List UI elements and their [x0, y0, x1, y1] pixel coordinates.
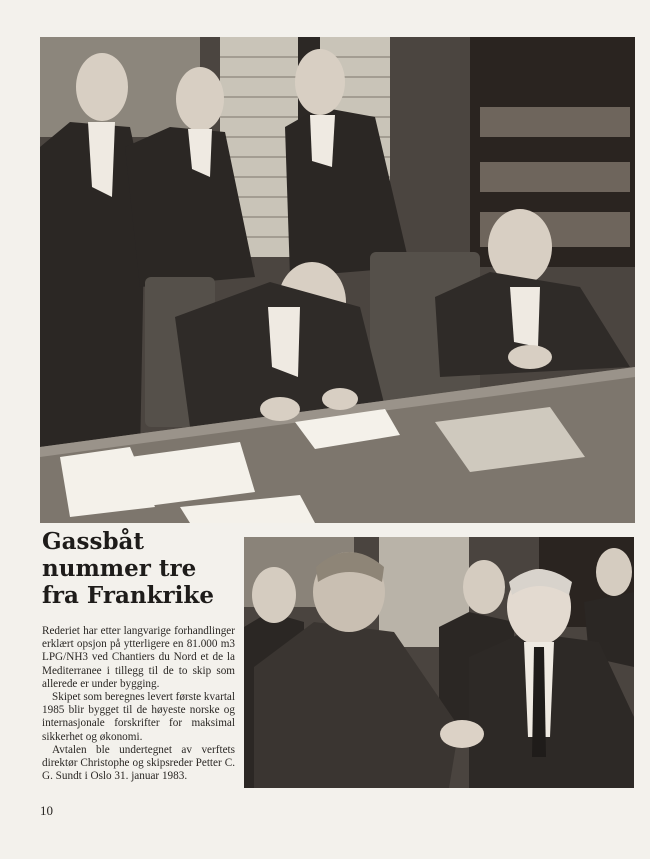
headline-line-1: Gassbåt — [42, 528, 145, 555]
headline-line-3: fra Frankrike — [42, 582, 214, 609]
signing-scene — [40, 37, 635, 523]
page-number: 10 — [40, 803, 53, 818]
handshake-photo — [244, 537, 634, 788]
article-paragraph-1: Rederiet har etter langvarige forhandlinger erklært opsjon på ytterligere en 81.000 m3 LPG/NH3 ved Chantiers du Nord et de la Mediterranee i tillegg til de to skip som allerede er under bygging. — [42, 625, 235, 690]
handshake-scene — [244, 537, 634, 788]
article-paragraph-2: Skipet som beregnes levert første kvartal 1985 blir bygget til de høyeste norske og internasjonale forskrifter for maksimal sikkerhet og økonomi. — [42, 691, 235, 743]
article-paragraph-3: Avtalen ble undertegnet av verftets direktør Christophe og skipsreder Petter C. G. Sundt i Oslo 31. januar 1983. — [42, 743, 235, 783]
signing-photo — [40, 37, 635, 523]
article-headline — [42, 528, 242, 609]
headline-line-2: nummer tre — [42, 555, 197, 582]
article-body — [42, 625, 235, 783]
